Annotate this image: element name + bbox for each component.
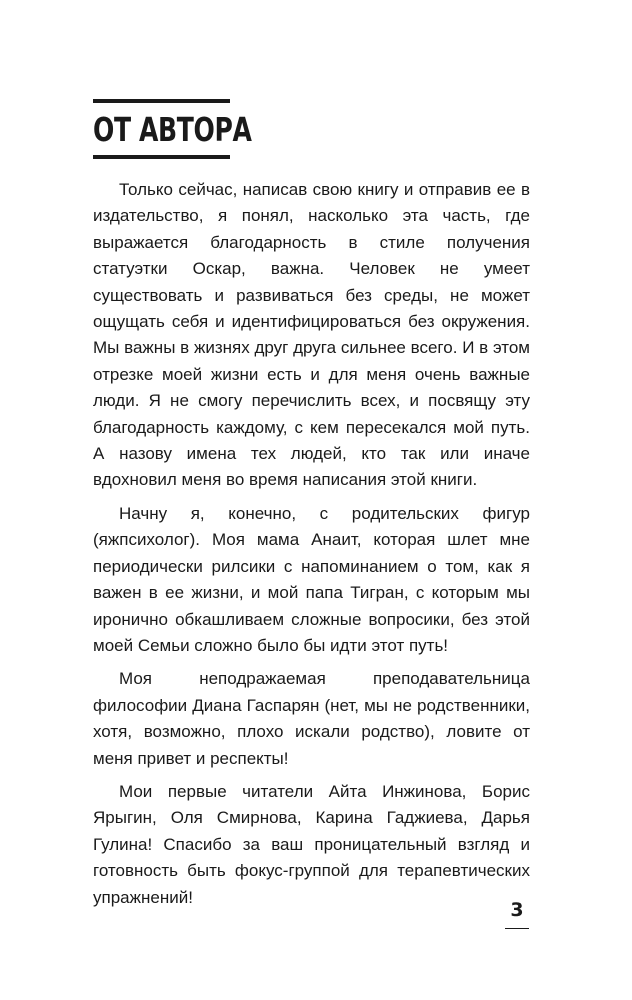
page-number-rule [505,928,529,929]
paragraph-2: Начну я, конечно, с родительских фигур (яжпсихолог). Моя мама Анаит, которая шлет мне периодически рилсики с напоминанием о том, как я важен в ее жизни, и мой папа Тигран, с которым мы иронично обкашливаем сложные вопросики, без этой моей Семьи сложно было бы идти этот путь! [93,503,530,655]
heading-top-rule [93,99,230,103]
paragraph-3: Моя неподражаемая преподавательница философии Диана Гаспарян (нет, мы не родственники, хотя, возможно, плохо искали родство), ловите от меня привет и респекты! [93,669,530,768]
paragraph-1: Только сейчас, написав свою книгу и отправив ее в издательство, я понял, насколько эта часть, где выражается благодарность в стиле получения статуэтки Оскар, важна. Человек не умеет существовать и развиваться без среды, не может ощущать себя и идентифицироваться без окружения. Мы важны в жизнях друг друга сильнее всего. И в этом отрезке моей жизни есть и для меня очень важные люди. Я не смогу перечислить всех, и посвящу эту благодарность каждому, с кем пересекался мой путь. А назову имена тех людей, кто так или иначе вдохновил меня во время написания этой книги. [93,180,530,490]
heading-bottom-rule [93,155,230,159]
body-text [93,177,530,918]
heading-block [93,99,252,159]
paragraph-4: Мои первые читатели Айта Инжинова, Борис Ярыгин, Оля Смирнова, Карина Гаджиева, Дарья Гулина! Спасибо за ваш проницательный взгляд и готовность быть фокус-группой для терапевтических упражнений! [93,781,530,907]
page-number: 3 [510,899,524,921]
page-heading: ОТ АВТОРА [93,110,252,149]
